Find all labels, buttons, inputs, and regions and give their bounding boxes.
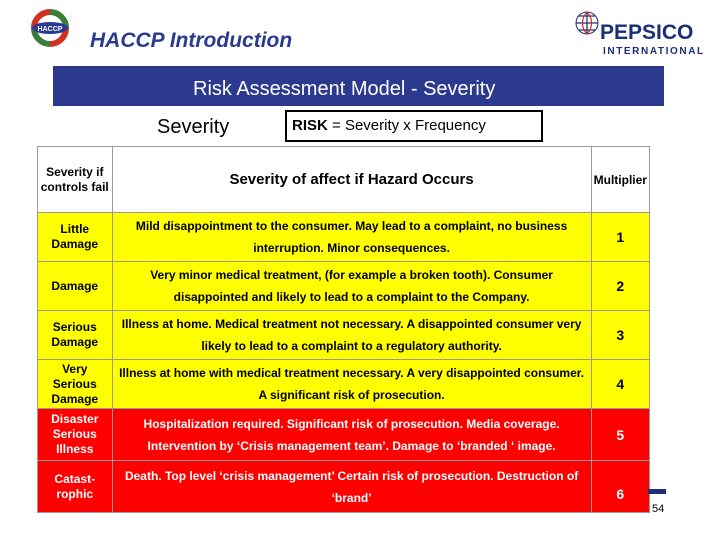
globe-icon [574, 10, 600, 36]
row-severity: Disaster Serious Illness [38, 409, 113, 461]
table-row [38, 213, 650, 262]
table-row [38, 461, 650, 513]
header-multiplier: Multiplier [591, 147, 649, 213]
brand-sub: INTERNATIONAL [603, 46, 705, 57]
row-severity: Catast-rophic [38, 461, 113, 513]
table-row [38, 262, 650, 311]
row-description: Hospitalization required. Significant risk of prosecution. Media coverage. Intervention by ‘Crisis management team’. Damage to ‘branded ‘ image. [112, 409, 591, 461]
severity-table [37, 146, 650, 513]
brand-name: PEPSICO [600, 21, 694, 44]
header-severity: Severity if controls fail [38, 147, 113, 213]
row-severity: Little Damage [38, 213, 113, 262]
row-severity: Serious Damage [38, 311, 113, 360]
row-severity: Very Serious Damage [38, 360, 113, 409]
pepsico-logo [574, 8, 704, 58]
row-description: Mild disappointment to the consumer. May lead to a complaint, no business interruption. Minor consequences. [112, 213, 591, 262]
table-row [38, 409, 650, 461]
banner-title: Risk Assessment Model - Severity [193, 78, 496, 100]
table-row [38, 311, 650, 360]
footer-accent-bar [648, 489, 666, 494]
row-description: Very minor medical treatment, (for example a broken tooth). Consumer disappointed and likely to lead to a complaint to the Company. [112, 262, 591, 311]
row-multiplier: 5 [591, 409, 649, 461]
row-multiplier: 1 [591, 213, 649, 262]
risk-formula-box [285, 110, 543, 142]
table-row [38, 360, 650, 409]
row-description: Illness at home. Medical treatment not necessary. A disappointed consumer very likely to lead to a complaint to a regulatory authority. [112, 311, 591, 360]
row-multiplier: 2 [591, 262, 649, 311]
header-description: Severity of affect if Hazard Occurs [112, 147, 591, 213]
haccp-logo-text: HACCP [37, 26, 63, 33]
risk-formula-rest: = Severity x Frequency [327, 117, 486, 134]
row-multiplier: 3 [591, 311, 649, 360]
section-label: Severity [157, 116, 230, 138]
risk-word: RISK [292, 117, 328, 134]
row-multiplier: 4 [591, 360, 649, 409]
row-severity: Damage [38, 262, 113, 311]
page-title: HACCP Introduction [90, 29, 293, 52]
row-description: Death. Top level ‘crisis management’ Certain risk of prosecution. Destruction of ‘brand’ [112, 461, 591, 513]
page-number: 54 [652, 503, 665, 515]
row-description: Illness at home with medical treatment necessary. A very disappointed consumer. A significant risk of prosecution. [112, 360, 591, 409]
haccp-logo [22, 8, 78, 48]
table-header-row [38, 147, 650, 213]
row-multiplier: 6 [591, 461, 649, 513]
